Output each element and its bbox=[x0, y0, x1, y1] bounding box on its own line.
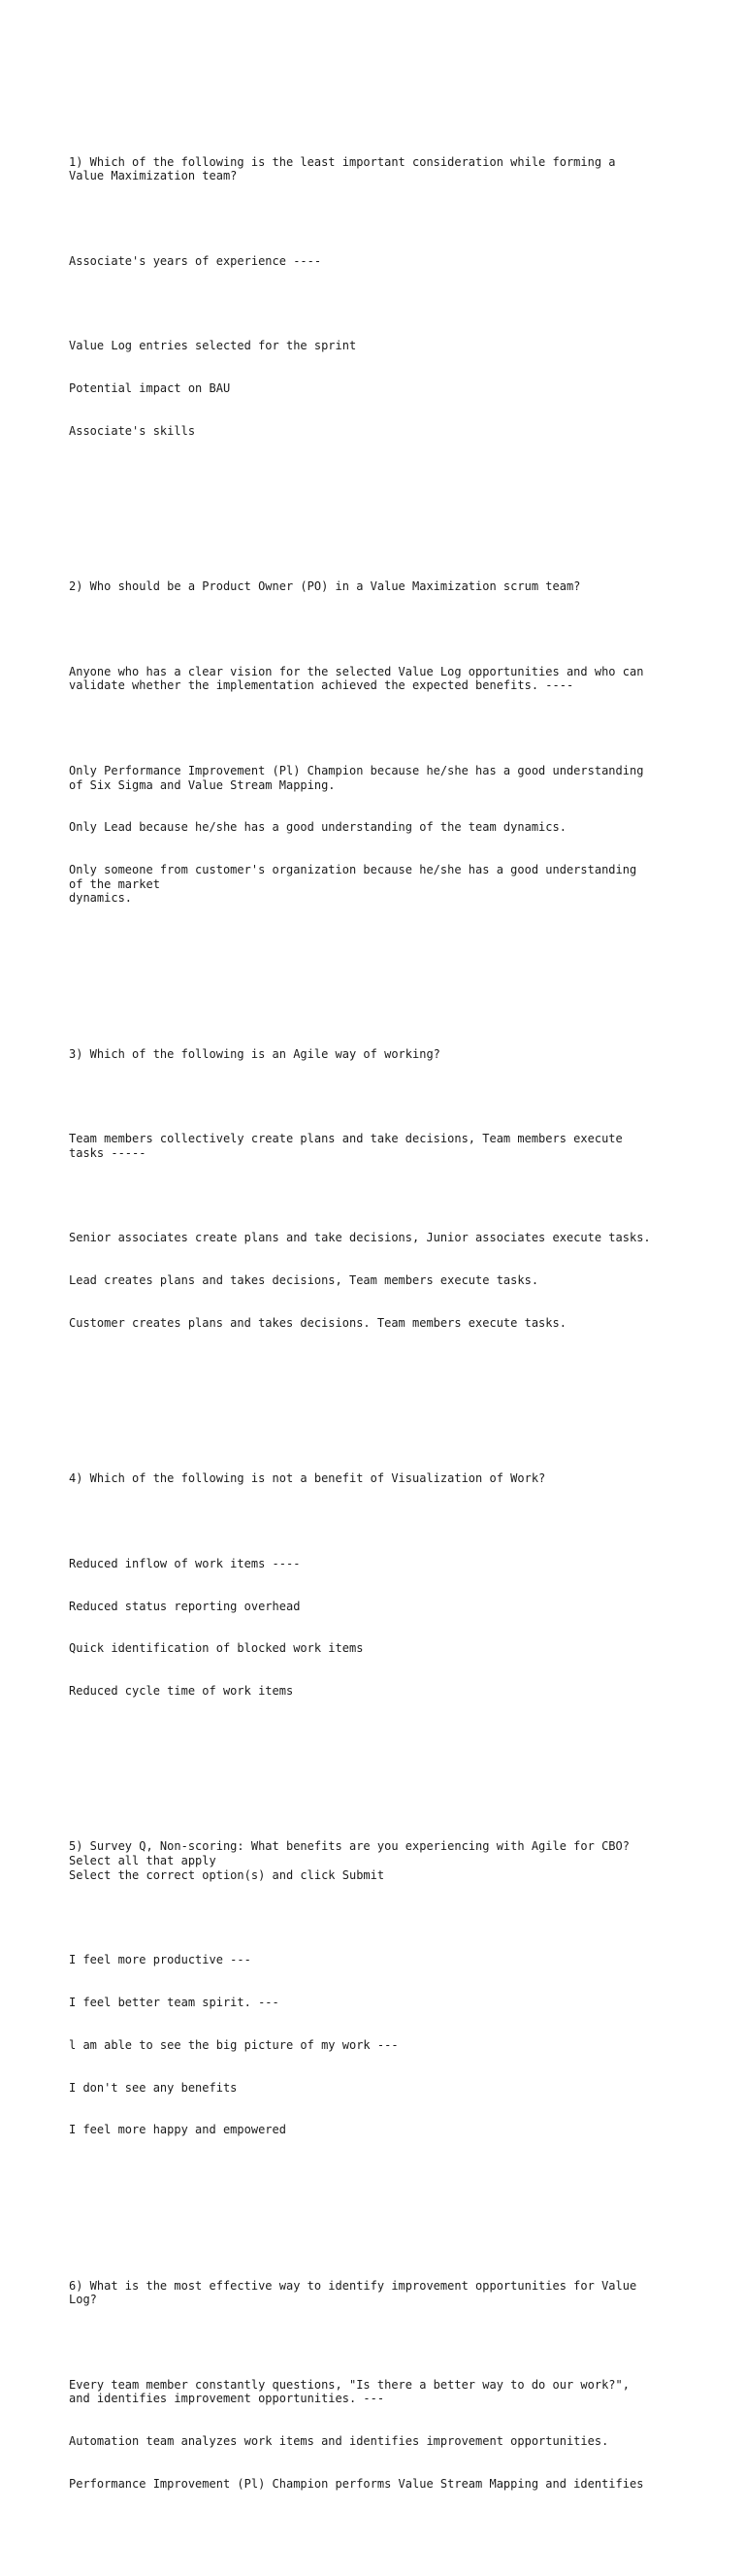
option: I feel more productive --- bbox=[69, 1953, 251, 1967]
option: Quick identification of blocked work items bbox=[69, 1641, 364, 1656]
option: Automation team analyzes work items and identifies improvement opportunities. bbox=[69, 2434, 609, 2449]
option: Performance Improvement (Pl) Champion performs Value Stream Mapping and identifies bbox=[69, 2477, 644, 2491]
option: Reduced cycle time of work items bbox=[69, 1684, 294, 1699]
question-title: 1) Which of the following is the least important consideration while forming a Value Maximization team? bbox=[69, 154, 616, 183]
option: Only Lead because he/she has a good understanding of the team dynamics. bbox=[69, 820, 567, 835]
option: l am able to see the big picture of my work --- bbox=[69, 2037, 399, 2052]
question-title: 6) What is the most effective way to identify improvement opportunities for Value Log? bbox=[69, 2278, 637, 2307]
option: Potential impact on BAU bbox=[69, 381, 231, 396]
option: I feel more happy and empowered bbox=[69, 2123, 286, 2137]
question-title: 2) Who should be a Product Owner (PO) in a Value Maximization scrum team? bbox=[69, 579, 581, 594]
marked-answer: Team members collectively create plans and take decisions, Team members execute tasks ----- bbox=[69, 1132, 623, 1160]
option: Senior associates create plans and take decisions, Junior associates execute tasks. bbox=[69, 1231, 651, 1245]
option: Value Log entries selected for the sprint bbox=[69, 339, 357, 353]
option: I don't see any benefits bbox=[69, 2080, 238, 2095]
question-2 bbox=[69, 551, 690, 934]
option: Customer creates plans and takes decisions. Team members execute tasks. bbox=[69, 1315, 567, 1330]
question-title: 5) Survey Q, Non-scoring: What benefits are you experiencing with Agile for CBO? Select all that apply Select the correct option(s) and click Submit bbox=[69, 1839, 630, 1882]
option: Reduced status reporting overhead bbox=[69, 1599, 301, 1613]
question-4 bbox=[69, 1443, 690, 1727]
question-6 bbox=[69, 2251, 690, 2520]
option: I feel better team spirit. --- bbox=[69, 1996, 279, 2009]
option: Lead creates plans and takes decisions, Team members execute tasks. bbox=[69, 1273, 539, 1288]
question-3 bbox=[69, 1018, 690, 1358]
option: Only Performance Improvement (Pl) Champion because he/she has a good understanding of Six Sigma and Value Stream Mapping. bbox=[69, 763, 644, 792]
question-5 bbox=[69, 1811, 690, 2165]
document-page bbox=[69, 70, 690, 2576]
marked-answer: Associate's years of experience ---- bbox=[69, 253, 322, 268]
question-title: 4) Which of the following is not a benefit of Visualization of Work? bbox=[69, 1471, 546, 1486]
marked-answer: Anyone who has a clear vision for the selected Value Log opportunities and who can validate whether the implementation achieved the expected benefits. ---- bbox=[69, 664, 644, 693]
option: Only someone from customer's organization because he/she has a good understanding of the market dynamics. bbox=[69, 863, 637, 906]
option: Every team member constantly questions, "Is there a better way to do our work?", and identifies improvement opportunities. --- bbox=[69, 2377, 630, 2406]
option: Associate's skills bbox=[69, 423, 196, 438]
option: Reduced inflow of work items ---- bbox=[69, 1556, 301, 1570]
question-title: 3) Which of the following is an Agile way of working? bbox=[69, 1046, 440, 1061]
question-1 bbox=[69, 126, 690, 466]
